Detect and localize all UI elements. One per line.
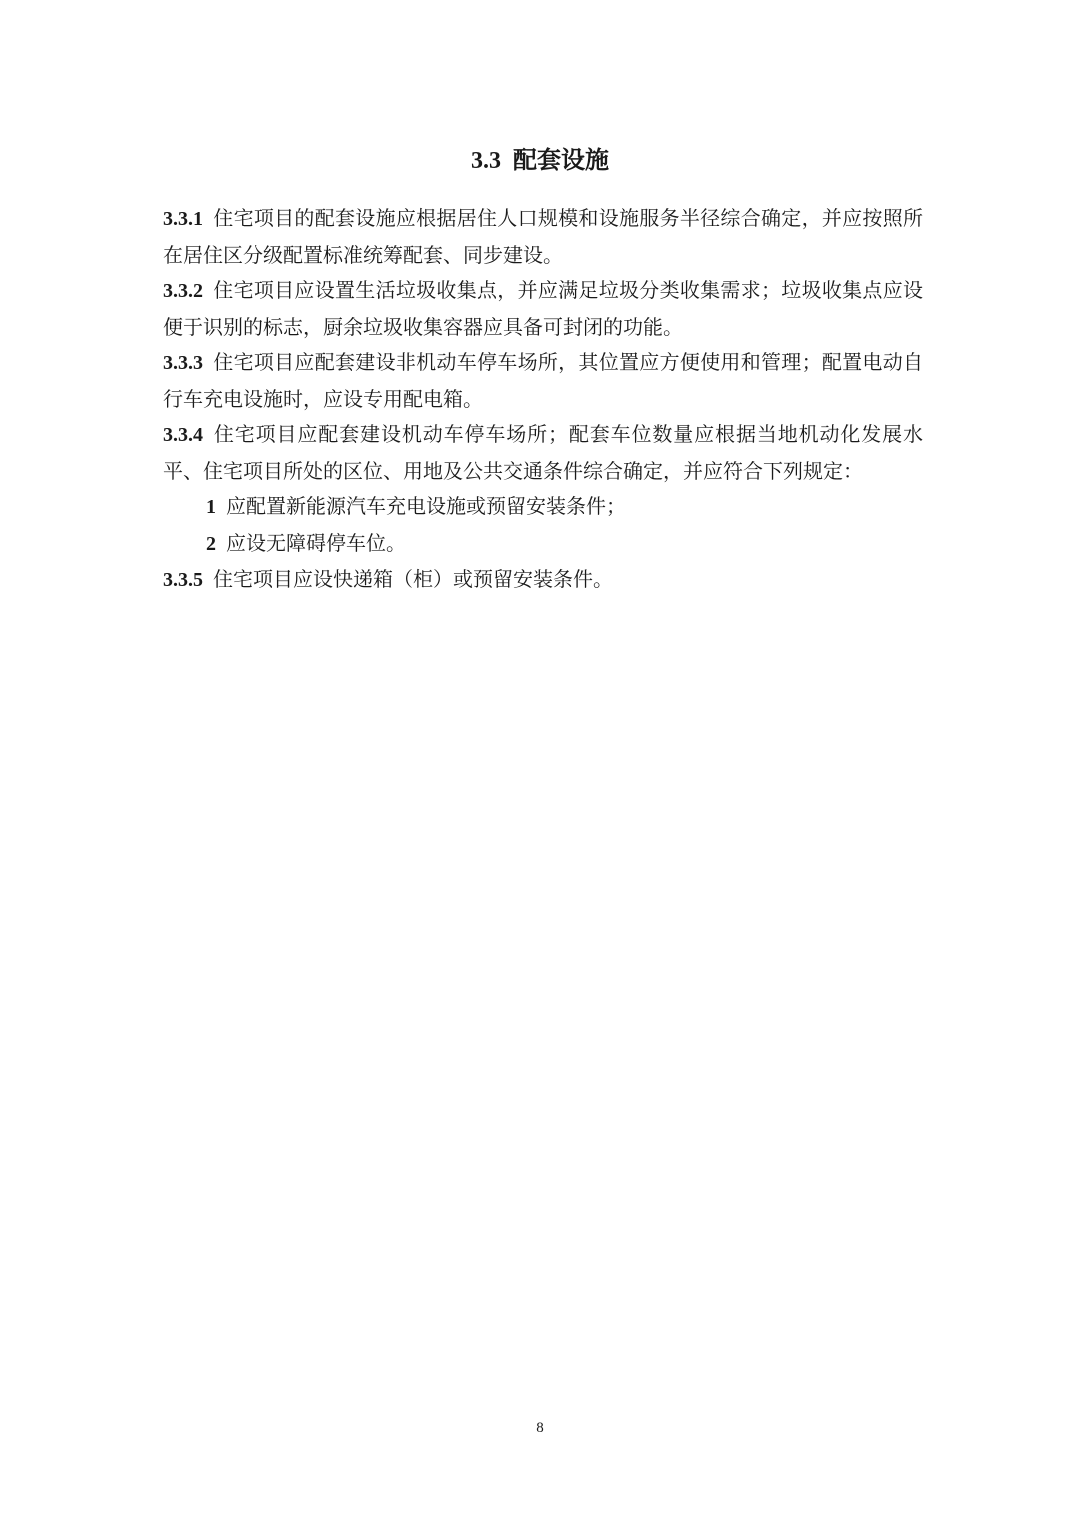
- clause-number: 3.3.1: [163, 208, 203, 230]
- sub-item-text: 应配置新能源汽车充电设施或预留安装条件；: [226, 494, 626, 518]
- sub-item-2: [163, 526, 923, 563]
- sub-item-text: 应设无障碍停车位。: [226, 530, 406, 555]
- clause-3-3-1: [163, 201, 923, 273]
- clause-number: 3.3.5: [163, 569, 203, 591]
- clause-text: 住宅项目应设置生活垃圾收集点，并应满足垃圾分类收集需求；垃圾收集点应设便于识别的标志，厨余垃圾收集容器应具备可封闭的功能。: [163, 278, 923, 339]
- clause-3-3-3: [163, 345, 923, 417]
- section-title: [0, 140, 1080, 181]
- clause-3-3-5: [163, 562, 923, 599]
- clause-list: [163, 201, 923, 599]
- section-title-text: 配套设施: [513, 145, 609, 174]
- clause-text: 住宅项目应配套建设机动车停车场所；配套车位数量应根据当地机动化发展水平、住宅项目所处的区位、用地及公共交通条件综合确定，并应符合下列规定：: [163, 422, 923, 483]
- sub-item-number: 2: [206, 532, 216, 555]
- section-number: 3.3: [471, 148, 501, 174]
- sub-item-1: [163, 489, 923, 526]
- sub-item-number: 1: [206, 496, 216, 518]
- clause-3-3-4: [163, 417, 923, 489]
- clause-number: 3.3.4: [163, 424, 203, 446]
- clause-number: 3.3.3: [163, 352, 203, 374]
- clause-3-3-2: [163, 273, 923, 345]
- clause-number: 3.3.2: [163, 280, 203, 302]
- clause-text: 住宅项目的配套设施应根据居住人口规模和设施服务半径综合确定，并应按照所在居住区分级配置标准统筹配套、同步建设。: [163, 206, 923, 267]
- clause-text: 住宅项目应设快递箱（柜）或预留安装条件。: [213, 567, 613, 591]
- page-number: 8: [536, 1420, 544, 1436]
- clause-text: 住宅项目应配套建设非机动车停车场所，其位置应方便使用和管理；配置电动自行车充电设施时，应设专用配电箱。: [163, 350, 923, 411]
